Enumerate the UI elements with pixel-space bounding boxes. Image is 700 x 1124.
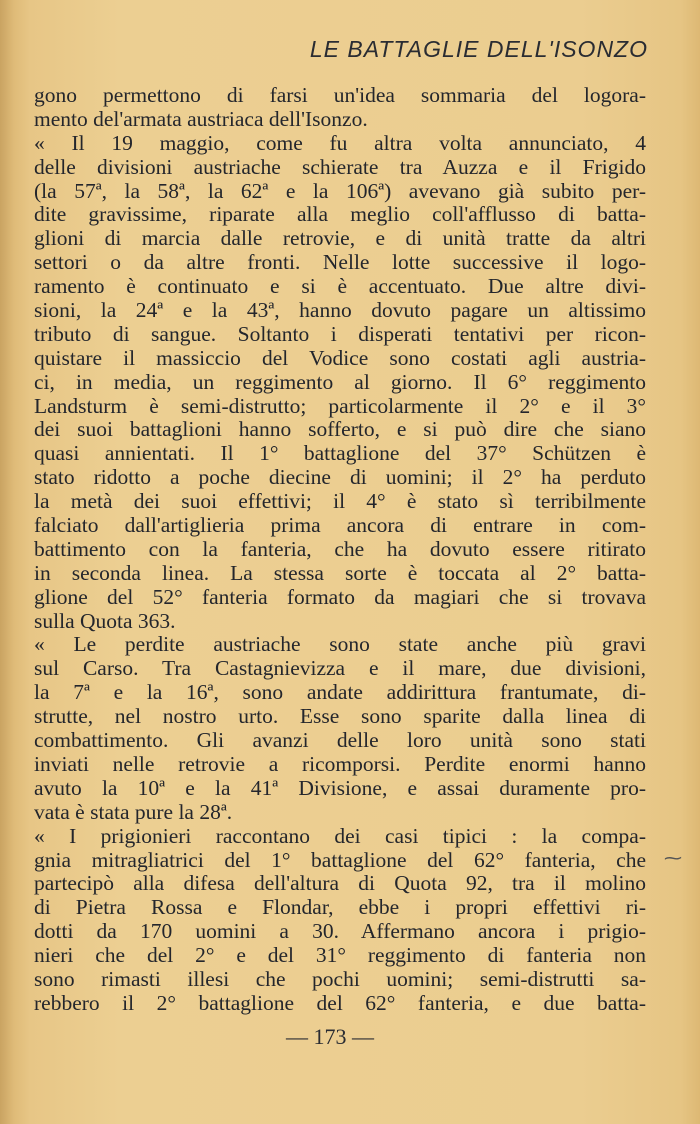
text-line: la metà dei suoi effettivi; il 4° è stato sì terribilmente bbox=[34, 489, 646, 514]
text-line: delle divisioni austriache schierate tra Auzza e il Frigido bbox=[34, 154, 646, 179]
text-line: dei suoi battaglioni hanno sofferto, e si può dire che siano bbox=[34, 417, 646, 442]
text-line: « Il 19 maggio, come fu altra volta annunciato, 4 bbox=[34, 130, 646, 155]
text-line: gono permettono di farsi un'idea sommaria del logora- bbox=[34, 83, 646, 107]
text-line: ramento è continuato e si è accentuato. Due altre divi- bbox=[34, 274, 646, 299]
text-line: settori o da altre fronti. Nelle lotte successive il logo- bbox=[34, 250, 646, 275]
text-line: la 7ª e la 16ª, sono andate addirittura frantumate, di- bbox=[34, 680, 646, 705]
text-line: sono rimasti illesi che pochi uomini; semi-distrutti sa- bbox=[34, 966, 646, 991]
text-line: battimento con la fanteria, che ha dovuto essere ritirato bbox=[34, 536, 646, 561]
text-line: glione del 52° fanteria formato da magiari che si trovava bbox=[34, 584, 646, 609]
text-line: strutte, nel nostro urto. Esse sono sparite dalla linea di bbox=[34, 704, 646, 729]
text-line: « I prigionieri raccontano dei casi tipici : la compa- bbox=[34, 823, 646, 848]
text-line: dite gravissime, riparate alla meglio coll'afflusso di batta- bbox=[34, 202, 646, 227]
body-text bbox=[34, 84, 646, 1016]
running-head: LE BATTAGLIE DELL'ISONZO bbox=[309, 36, 648, 62]
text-line: dotti da 170 uomini a 30. Affermano ancora i prigio- bbox=[34, 919, 646, 944]
text-line: tributo di sangue. Soltanto i disperati tentativi per ricon- bbox=[34, 321, 646, 346]
text-line: (la 57ª, la 58ª, la 62ª e la 106ª) avevano già subito per- bbox=[34, 178, 646, 203]
text-line: « Le perdite austriache sono state anche più gravi bbox=[34, 632, 646, 657]
text-line: inviati nelle retrovie a ricomporsi. Perdite enormi hanno bbox=[34, 751, 646, 776]
text-line: stato ridotto a poche diecine di uomini; il 2° ha perduto bbox=[34, 465, 646, 490]
text-line: sul Carso. Tra Castagnievizza e il mare, due divisioni, bbox=[34, 656, 646, 681]
text-line: sulla Quota 363. bbox=[34, 608, 176, 633]
text-line: Landsturm è semi-distrutto; particolarmente il 2° e il 3° bbox=[34, 393, 646, 418]
text-line: gnia mitragliatrici del 1° battaglione del 62° fanteria, che bbox=[34, 847, 646, 872]
text-line: in seconda linea. La stessa sorte è toccata al 2° batta- bbox=[34, 560, 646, 585]
margin-mark: ⁓ bbox=[664, 848, 682, 869]
text-line: sioni, la 24ª e la 43ª, hanno dovuto pagare un altissimo bbox=[34, 298, 646, 323]
text-line: vata è stata pure la 28ª. bbox=[34, 799, 233, 824]
text-line: quistare il massiccio del Vodice sono costati agli austria- bbox=[34, 345, 646, 370]
text-line: combattimento. Gli avanzi delle loro unità sono stati bbox=[34, 728, 646, 753]
text-line: rebbero il 2° battaglione del 62° fanteria, e due batta- bbox=[34, 990, 646, 1015]
page-number: — 173 — bbox=[286, 1024, 374, 1049]
text-line: partecipò alla difesa dell'altura di Quota 92, tra il molino bbox=[34, 871, 646, 896]
text-line: avuto la 10ª e la 41ª Divisione, e assai duramente pro- bbox=[34, 775, 646, 800]
text-line: glioni di marcia dalle retrovie, e di unità tratte da altri bbox=[34, 226, 646, 251]
text-line: mento del'armata austriaca dell'Isonzo. bbox=[34, 106, 368, 131]
text-line: falciato dall'artiglieria prima ancora di entrare in com- bbox=[34, 513, 646, 538]
text-line: di Pietra Rossa e Flondar, ebbe i propri effettivi ri- bbox=[34, 895, 646, 920]
text-line: quasi annientati. Il 1° battaglione del 37° Schützen è bbox=[34, 441, 646, 466]
text-line: nieri che del 2° e del 31° reggimento di fanteria non bbox=[34, 943, 646, 968]
text-line: ci, in media, un reggimento al giorno. Il 6° reggimento bbox=[34, 369, 646, 394]
